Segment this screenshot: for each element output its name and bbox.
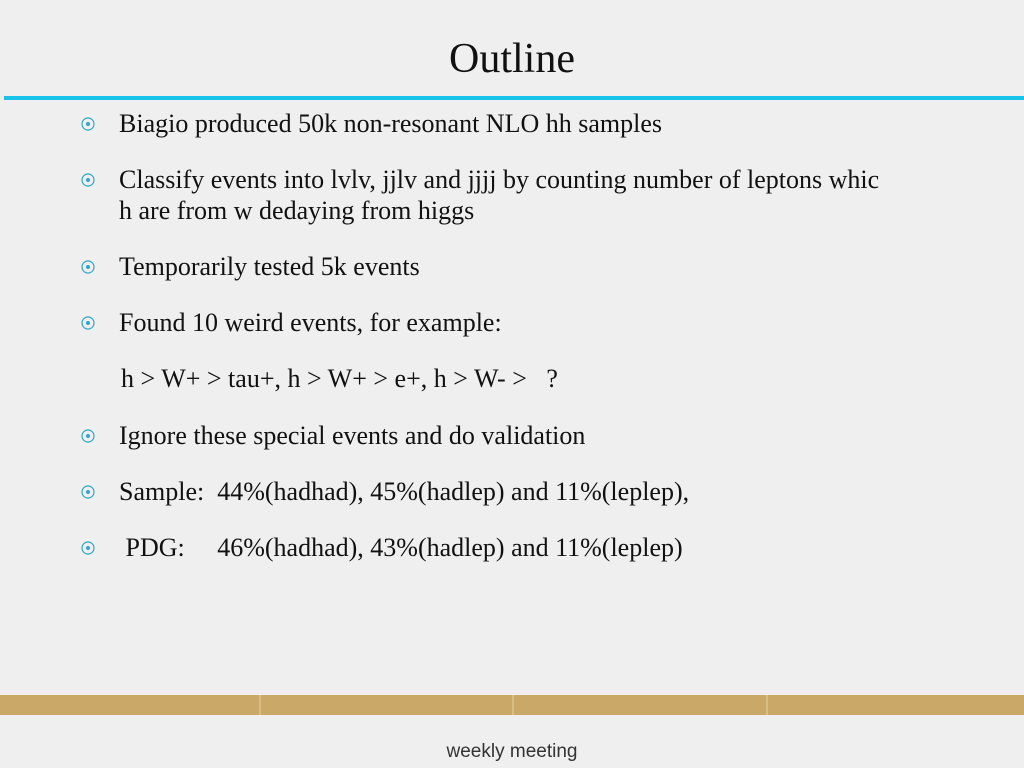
bullet-text: Found 10 weird events, for example: [119, 308, 502, 337]
bullet-text: Sample: 44%(hadhad), 45%(hadlep) and 11%(leplep), [119, 477, 690, 506]
bullet-text: Ignore these special events and do validation [119, 421, 586, 450]
footer-divider [512, 695, 514, 715]
circled-dot-icon [80, 172, 96, 188]
slide-title: Outline [449, 36, 575, 82]
bullet-text: PDG: 46%(hadhad), 43%(hadlep) and 11%(leplep) [119, 533, 683, 562]
circled-dot-icon [80, 484, 96, 500]
bullet-text: Biagio produced 50k non-resonant NLO hh samples [119, 109, 663, 138]
bullet-text: Classify events into lvlv, jjlv and jjjj by counting number of leptons whic h are from w dedaying from higgs [119, 165, 880, 225]
footer-divider [766, 695, 768, 715]
circled-dot-icon [80, 315, 96, 331]
circled-dot-icon [80, 259, 96, 275]
bullet-text: Temporarily tested 5k events [119, 252, 420, 281]
footer-label: weekly meeting [446, 741, 578, 762]
circled-dot-icon [80, 540, 96, 556]
title-underline [4, 96, 1024, 100]
circled-dot-icon [80, 116, 96, 132]
footer-divider [259, 695, 261, 715]
circled-dot-icon [80, 428, 96, 444]
example-decay-chain: h > W+ > tau+, h > W+ > e+, h > W- > ? [121, 364, 558, 393]
